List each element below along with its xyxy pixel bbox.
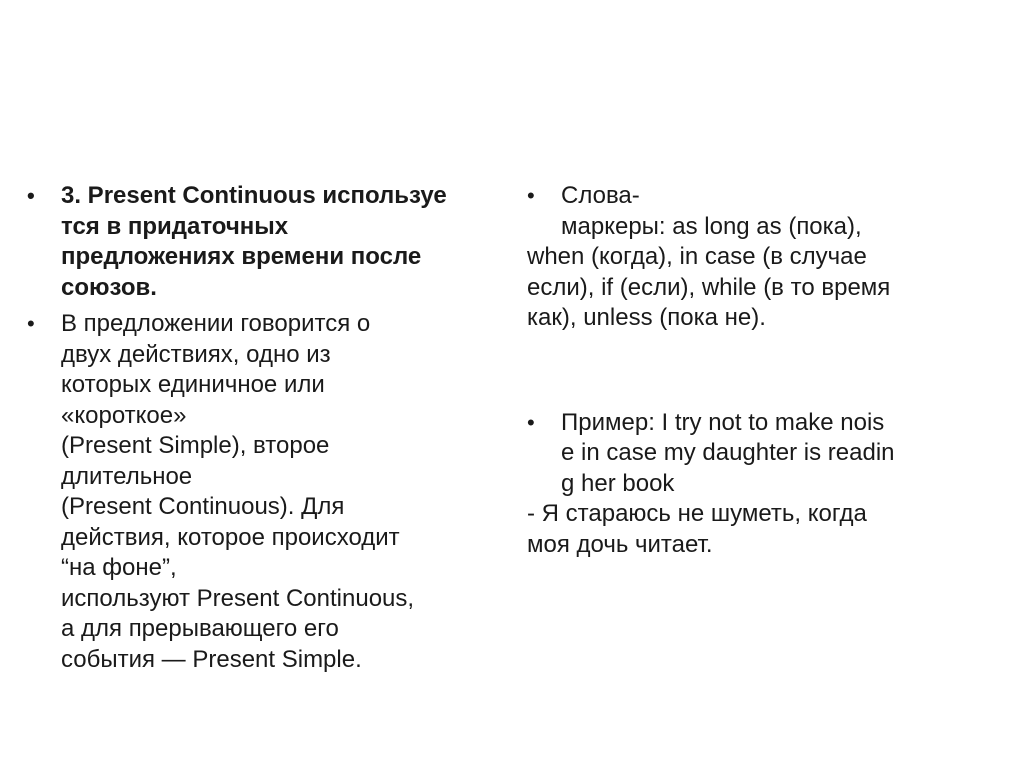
text-line: (Present Continuous). Для bbox=[61, 493, 345, 520]
text-line: как), unless (пока не). bbox=[527, 304, 766, 331]
text-line: - Я стараюсь не шуметь, когда bbox=[527, 500, 867, 527]
text-line: события — Present Simple. bbox=[61, 645, 362, 673]
right-bullet-2 bbox=[527, 408, 997, 500]
right-bullet-1 bbox=[527, 181, 997, 242]
left-bullet-1 bbox=[27, 181, 497, 303]
text-line: (Present Simple), второе bbox=[61, 432, 330, 459]
bullet-icon: • bbox=[527, 409, 535, 435]
text-line: e in case my daughter is readin bbox=[561, 439, 895, 466]
text-line: g her book bbox=[561, 469, 675, 497]
right-paragraph-1 bbox=[527, 242, 997, 334]
text-line: действия, которое происходит bbox=[61, 523, 400, 551]
text-line: если), if (если), while (в то время bbox=[527, 273, 891, 301]
text-line: длительное bbox=[61, 462, 193, 490]
right-column bbox=[527, 181, 997, 560]
bullet-icon: • bbox=[527, 183, 535, 208]
text-line: маркеры: as long as (пока), bbox=[561, 212, 862, 240]
text-line: союзов. bbox=[61, 273, 157, 301]
text-line: «короткое» bbox=[61, 401, 187, 429]
text-line: тся в придаточных bbox=[61, 212, 289, 240]
text-line: Слова- bbox=[561, 182, 640, 209]
text-line: двух действиях, одно из bbox=[61, 340, 331, 368]
right-paragraph-2 bbox=[527, 499, 997, 560]
bullet-icon: • bbox=[27, 311, 35, 336]
text-line: моя дочь читает. bbox=[527, 530, 713, 558]
text-line: предложениях времени после bbox=[61, 243, 422, 270]
left-column bbox=[27, 181, 497, 675]
text-line: 3. Present Continuous используе bbox=[61, 182, 447, 209]
text-line: а для прерывающего его bbox=[61, 615, 339, 642]
text-line: используют Present Continuous, bbox=[61, 584, 415, 612]
bullet-icon: • bbox=[27, 183, 35, 208]
left-bullet-2 bbox=[27, 309, 497, 675]
text-line: when (когда), in case (в случае bbox=[527, 243, 867, 270]
text-line: В предложении говорится о bbox=[61, 310, 371, 337]
text-line: которых единичное или bbox=[61, 371, 325, 398]
text-line: “на фоне”, bbox=[61, 554, 177, 581]
text-line: Пример: I try not to make nois bbox=[561, 408, 885, 436]
